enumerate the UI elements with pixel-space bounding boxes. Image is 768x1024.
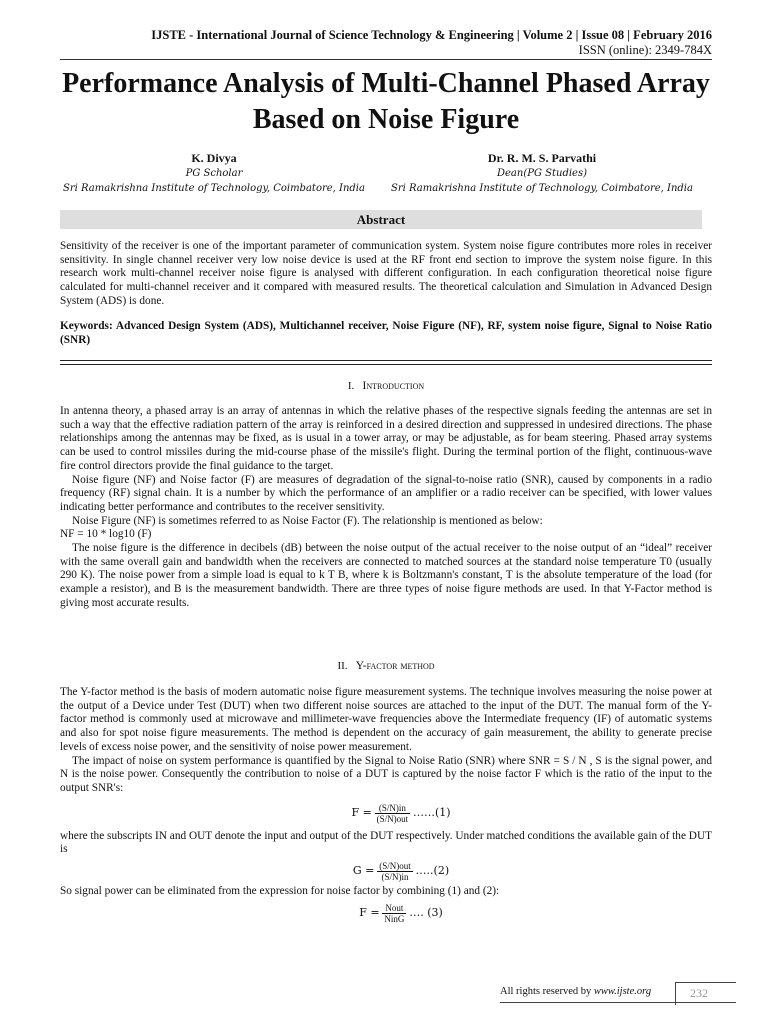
- header-divider: [60, 59, 712, 60]
- equation-nf: NF = 10 * log10 (F): [60, 528, 152, 541]
- paragraph: In antenna theory, a phased array is an array of antennas in which the relative phases of the respective signals feeding the antennas are set in such a way that the effective radiation pattern of the array is reinforced in a desired direction and suppressed in undesired directions. The phase relationships among the antennas may be fixed, as is usual in a tower array, or may be adjustable, as for beam steering. Phased array systems can be used to control missiles during the mid-course phase of the missile's flight. During the terminal portion of the flight, continuous-wave fire control directors provide the final guidance to the target.: [60, 405, 712, 472]
- paragraph: The impact of noise on system performance is quantified by the Signal to Noise Ratio (SNR) where SNR = S / N , S is the signal power, and N is the noise power. Consequently the contribution to noise of a DUT is captured by the noise factor F which is the ratio of the input to the output SNR's:: [60, 754, 712, 794]
- footer-rights: All rights reserved by www.ijste.org: [500, 986, 652, 997]
- section-number: II.: [337, 660, 348, 672]
- paper-title: Performance Analysis of Multi-Channel Phased Array Based on Noise Figure: [62, 68, 710, 135]
- author-role: Dean(PG Studies): [497, 168, 587, 179]
- issn: ISSN (online): 2349-784X: [578, 43, 712, 57]
- author-affiliation: Sri Ramakrishna Institute of Technology, Coimbatore, India: [391, 183, 693, 194]
- section-number: I.: [347, 380, 355, 392]
- equation-2: G = $\frac{\text{(S/N)out}}{(S/N)in}$ …..(2): [352, 860, 450, 882]
- section-heading: [60, 660, 712, 672]
- author-block: [58, 151, 370, 196]
- abstract-text: Sensitivity of the receiver is one of the important parameter of communication system. System noise figure contributes more roles in receiver sensitivity. In single channel receiver very low noise device is used at the RF front end section to improve the system noise figure. In this research work multi-channel receiver noise figure is analysed with different configuration. In each configuration theoretical noise figure calculated for multi-channel receiver and it compared with measured results. The theoretical calculation and Simulation in Advanced Design System (ADS) is done.: [60, 240, 712, 307]
- author-affiliation: Sri Ramakrishna Institute of Technology, Coimbatore, India: [63, 183, 365, 194]
- section-heading: [60, 380, 712, 392]
- author-name: K. Divya: [191, 151, 237, 165]
- paragraph: where the subscripts IN and OUT denote the input and output of the DUT respectively. Under matched conditions the available gain of the DUT is: [60, 829, 713, 856]
- section-body: [60, 686, 712, 927]
- paragraph: Noise figure (NF) and Noise factor (F) are measures of degradation of the signal-to-noise ratio (SNR), caused by components in a radio frequency (RF) signal chain. It is a number by which the performance of an amplifier or a radio receiver can be specified, with lower values indicating better performance and contributes to the receiver sensitivity.: [60, 473, 712, 513]
- abstract-heading: Abstract: [60, 210, 702, 229]
- section-title: Y-factor method: [355, 660, 435, 672]
- section-body: [60, 405, 712, 611]
- author-role: PG Scholar: [185, 168, 243, 179]
- page-number: 232: [690, 986, 708, 1000]
- footer-site-link[interactable]: www.ijste.org: [593, 986, 652, 997]
- keywords: Keywords: Advanced Design System (ADS), Multichannel receiver, Noise Figure (NF), RF, system noise figure, Signal to Noise Ratio (SNR): [60, 320, 712, 346]
- paragraph: The noise figure is the difference in decibels (dB) between the noise output of the actual receiver to the noise output of an “ideal” receiver with the same overall gain and bandwidth when the receivers are connected to matched sources at the standard noise temperature T0 (usually 290 K). The noise power from a simple load is equal to k T B, where k is Boltzmann's constant, T is the absolute temperature of the load (for example a resistor), and B is the measurement bandwidth. There are three types of noise figure methods are used. In that Y-Factor method is giving most accurate results.: [60, 542, 712, 609]
- paragraph: So signal power can be eliminated from the expression for noise factor by combining (1) and (2):: [60, 885, 500, 898]
- paragraph: Noise Figure (NF) is sometimes referred to as Noise Factor (F). The relationship is mentioned as below:: [72, 514, 543, 527]
- section-title: Introduction: [362, 380, 425, 392]
- journal-header: IJSTE - International Journal of Science Technology & Engineering | Volume 2 | Issue 08 | February 2016: [151, 28, 712, 42]
- abstract-divider: [60, 360, 712, 365]
- equation-1: F = $\frac{(S/N)in}{\text{(S/N)out}}$ ……(1): [351, 802, 451, 824]
- author-block: [385, 151, 699, 196]
- paragraph: The Y-factor method is the basis of modern automatic noise figure measurement systems. The technique involves measuring the noise power at the output of a Device under Test (DUT) when two different noise sources are attached to the input of the DUT. The manual form of the Y-factor method is commonly used at microwave and millimeter-wave frequencies above the Intermediate frequency (IF) of automatic systems and also for spot noise figure measurements. The method is dependent on the accuracy of gain measurement, the ability to generate precise levels of excess noise power, and the sensitivity of noise power measurement.: [60, 686, 712, 753]
- author-name: Dr. R. M. S. Parvathi: [487, 151, 597, 165]
- equation-3: F = $\frac{\text{Nout}}{\text{NinG}}$ …. (3): [359, 902, 443, 924]
